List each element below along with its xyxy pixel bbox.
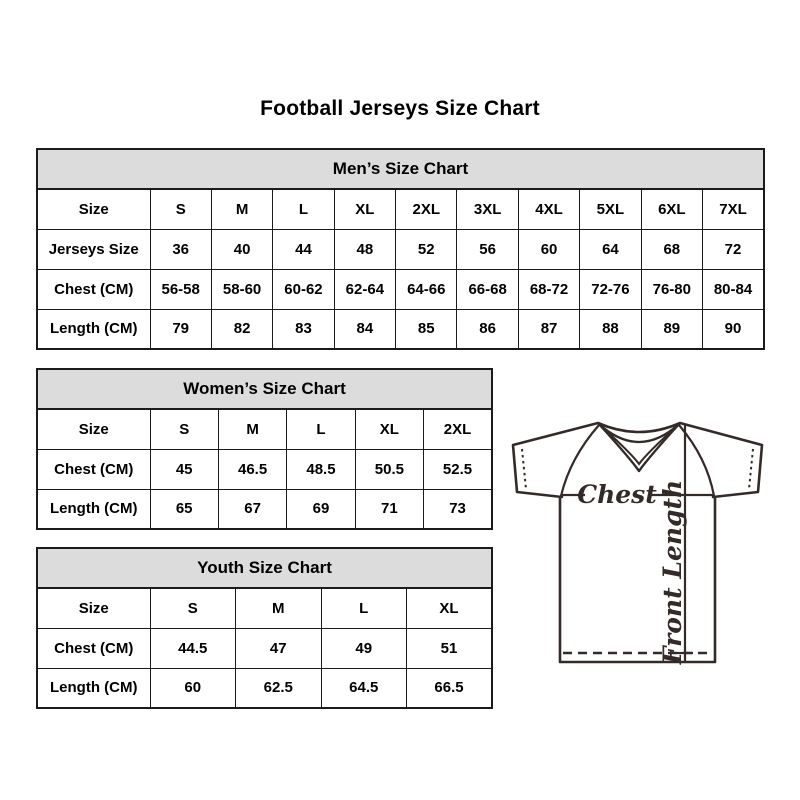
cell-value: XL	[355, 409, 423, 449]
womens-table-grid	[36, 368, 493, 530]
womens-table-title: Women’s Size Chart	[37, 369, 492, 409]
left-cuff-stitch-line	[522, 449, 526, 489]
right-cuff-stitch-line	[749, 449, 753, 489]
cell-value: 44.5	[150, 628, 236, 668]
cell-value: 64	[580, 229, 641, 269]
cell-value: L	[321, 588, 407, 628]
cell-value: 80-84	[703, 269, 764, 309]
cell-value: 68-72	[518, 269, 579, 309]
table-row	[37, 269, 764, 309]
cell-value: 62-64	[334, 269, 395, 309]
cell-value: M	[211, 189, 272, 229]
cell-value: 87	[518, 309, 579, 349]
table-row	[37, 229, 764, 269]
cell-value: 4XL	[518, 189, 579, 229]
cell-value: 3XL	[457, 189, 518, 229]
table-row	[37, 449, 492, 489]
cell-value: 86	[457, 309, 518, 349]
row-label: Size	[37, 189, 150, 229]
cell-value: 76-80	[641, 269, 702, 309]
row-label: Chest (CM)	[37, 449, 150, 489]
cell-value: 40	[211, 229, 272, 269]
row-label: Size	[37, 409, 150, 449]
table-row	[37, 409, 492, 449]
cell-value: M	[236, 588, 322, 628]
cell-value: 52.5	[424, 449, 492, 489]
cell-value: 79	[150, 309, 211, 349]
jersey-measurement-diagram	[500, 400, 785, 695]
cell-value: 6XL	[641, 189, 702, 229]
jersey-outline	[513, 423, 762, 662]
cell-value: XL	[334, 189, 395, 229]
cell-value: 48	[334, 229, 395, 269]
cell-value: 49	[321, 628, 407, 668]
mens-size-table	[36, 148, 765, 350]
cell-value: 45	[150, 449, 218, 489]
row-label: Size	[37, 588, 150, 628]
row-label: Length (CM)	[37, 489, 150, 529]
womens-size-table	[36, 368, 493, 530]
cell-value: L	[287, 409, 355, 449]
cell-value: 68	[641, 229, 702, 269]
mens-table-grid	[36, 148, 765, 350]
cell-value: 56	[457, 229, 518, 269]
cell-value: 85	[396, 309, 457, 349]
cell-value: 66.5	[407, 668, 493, 708]
youth-size-table	[36, 547, 493, 709]
cell-value: 67	[218, 489, 286, 529]
cell-value: 83	[273, 309, 334, 349]
cell-value: 50.5	[355, 449, 423, 489]
cell-value: 84	[334, 309, 395, 349]
mens-table-title: Men’s Size Chart	[37, 149, 764, 189]
page-title: Football Jerseys Size Chart	[260, 97, 540, 120]
cell-value: 65	[150, 489, 218, 529]
youth-table-title: Youth Size Chart	[37, 548, 492, 588]
cell-value: 51	[407, 628, 493, 668]
front-length-label: Front Length	[658, 479, 687, 665]
cell-value: 46.5	[218, 449, 286, 489]
cell-value: 64.5	[321, 668, 407, 708]
table-header-row	[37, 548, 492, 588]
cell-value: 69	[287, 489, 355, 529]
cell-value: 58-60	[211, 269, 272, 309]
cell-value: 71	[355, 489, 423, 529]
row-label: Chest (CM)	[37, 269, 150, 309]
table-header-row	[37, 369, 492, 409]
table-header-row	[37, 149, 764, 189]
table-row	[37, 309, 764, 349]
cell-value: 5XL	[580, 189, 641, 229]
cell-value: 90	[703, 309, 764, 349]
row-label: Jerseys Size	[37, 229, 150, 269]
cell-value: 60	[518, 229, 579, 269]
cell-value: 44	[273, 229, 334, 269]
row-label: Length (CM)	[37, 668, 150, 708]
cell-value: 36	[150, 229, 211, 269]
cell-value: 64-66	[396, 269, 457, 309]
cell-value: 88	[580, 309, 641, 349]
table-row	[37, 668, 492, 708]
cell-value: 60-62	[273, 269, 334, 309]
cell-value: 60	[150, 668, 236, 708]
cell-value: 72	[703, 229, 764, 269]
table-row	[37, 189, 764, 229]
cell-value: 48.5	[287, 449, 355, 489]
cell-value: 72-76	[580, 269, 641, 309]
cell-value: 62.5	[236, 668, 322, 708]
table-row	[37, 489, 492, 529]
table-row	[37, 628, 492, 668]
cell-value: 73	[424, 489, 492, 529]
cell-value: 66-68	[457, 269, 518, 309]
cell-value: 82	[211, 309, 272, 349]
cell-value: M	[218, 409, 286, 449]
cell-value: 56-58	[150, 269, 211, 309]
cell-value: S	[150, 409, 218, 449]
cell-value: 47	[236, 628, 322, 668]
cell-value: 52	[396, 229, 457, 269]
cell-value: 7XL	[703, 189, 764, 229]
chest-label: Chest	[577, 480, 657, 509]
cell-value: S	[150, 588, 236, 628]
cell-value: 2XL	[424, 409, 492, 449]
row-label: Length (CM)	[37, 309, 150, 349]
cell-value: S	[150, 189, 211, 229]
table-row	[37, 588, 492, 628]
youth-table-grid	[36, 547, 493, 709]
cell-value: XL	[407, 588, 493, 628]
cell-value: L	[273, 189, 334, 229]
row-label: Chest (CM)	[37, 628, 150, 668]
cell-value: 2XL	[396, 189, 457, 229]
cell-value: 89	[641, 309, 702, 349]
